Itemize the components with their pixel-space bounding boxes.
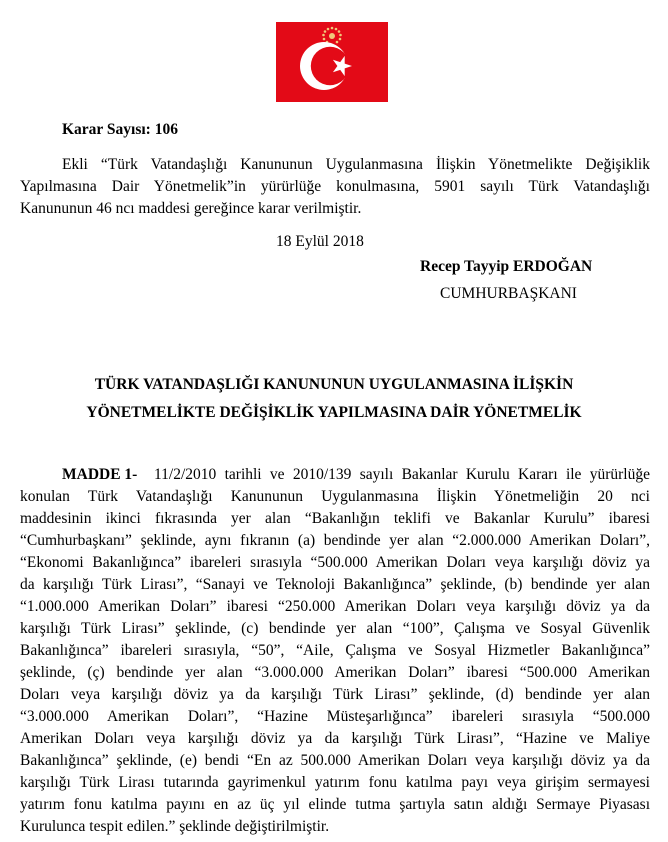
article-text-line: “Ekonomi Bakanlığınca” ibareleri sırasıyla “500.000 Amerikan Doları veya karşılığı döviz ya [20,554,650,571]
decision-text-line-1: Ekli “Türk Vatandaşlığı Kanununun Uygulanmasına İlişkin Yönetmelikte Değişiklik [62,156,650,173]
article-text-line: da karşılığı Türk Lirası”, “Sanayi ve Teknoloji Bakanlığınca” şeklinde, (b) bendinde yer alan [20,576,650,593]
article-text-line: Doları veya karşılığı döviz ya da karşılığı Türk Lirası” şeklinde, (d) bendinde yer alan [20,686,650,703]
decision-date: 18 Eylül 2018 [276,233,364,250]
article-text-line: şeklinde, (ç) bendinde yer alan “3.000.000 Amerikan Doları” ibaresi “500.000 Amerikan [20,664,650,681]
signatory-name: Recep Tayyip ERDOĞAN [420,258,593,275]
decision-text-line-2: Yapılmasına Dair Yönetmelik”in yürürlüğe konulmasına, 5901 sayılı Türk Vatandaşlığı [20,178,650,195]
article-text-line: konulan Türk Vatandaşlığı Kanununun Uygulanmasına İlişkin Yönetmeliğin 20 nci [20,488,650,505]
article-text-line: 11/2/2010 tarihli ve 2010/139 sayılı Bakanlar Kurulu Kararı ile yürürlüğe [154,466,650,483]
article-text-line: “3.000.000 Amerikan Doları”, “Hazine Müsteşarlığınca” ibareleri sırasıyla “500.000 [20,708,650,725]
article-text-line: Kurulunca tespit edilen.” şeklinde değiştirilmiştir. [20,818,330,835]
article-text-line: karşılığı Türk Lirası” şeklinde, (c) bendinde yer alan “100”, Çalışma ve Sosyal Güvenlik [20,620,650,637]
decision-number: Karar Sayısı: 106 [62,121,178,138]
decision-text-line-3: Kanununun 46 ncı maddesi gereğince karar verilmiştir. [20,200,362,217]
article-text-line: Amerikan Doları veya karşılığı döviz ya da karşılığı Türk Lirası”, “Hazine ve Maliye [20,730,650,747]
signatory-title: CUMHURBAŞKANI [440,285,577,302]
regulation-title-line-1: TÜRK VATANDAŞLIĞI KANUNUNUN UYGULANMASINA İLİŞKİN [94,376,574,393]
article-text-line: maddesinin ikinci fıkrasında yer alan “Bakanlığın teklifi ve Bakanlar Kurulu” ibaresi [20,510,650,527]
article-text-line: Bakanlığınca” ibareleri sırasıyla, “50”, “Aile, Çalışma ve Sosyal Hizmetler Bakanlığınca” [20,642,650,659]
article-text-line: “1.000.000 Amerikan Doları” ibaresi “250.000 Amerikan Doları veya karşılığı döviz ya da [20,598,650,615]
article-text-line: karşılığı Türk Lirası tutarında gayrimenkul yatırım fonu katılma payı veya girişim sermayesi [20,774,650,791]
article-text-line: Bakanlığınca” şeklinde, (e) bendi “En az 500.000 Amerikan Doları veya karşılığı döviz ya da [20,752,650,769]
article-text-line: “Cumhurbaşkanı” şeklinde, aynı fıkranın (a) bendinde yer alan “2.000.000 Amerikan Doları”, [20,532,650,549]
regulation-title-line-2: YÖNETMELİKTE DEĞİŞİKLİK YAPILMASINA DAİR YÖNETMELİK [86,404,582,421]
turkish-flag-icon [276,22,388,102]
article-text-line: yatırım fonu katılma payını en az üç yıl elinde tutma şartıyla satın aldığı Sermaye Piyasası [20,796,650,813]
article-label: MADDE 1- [62,466,138,483]
